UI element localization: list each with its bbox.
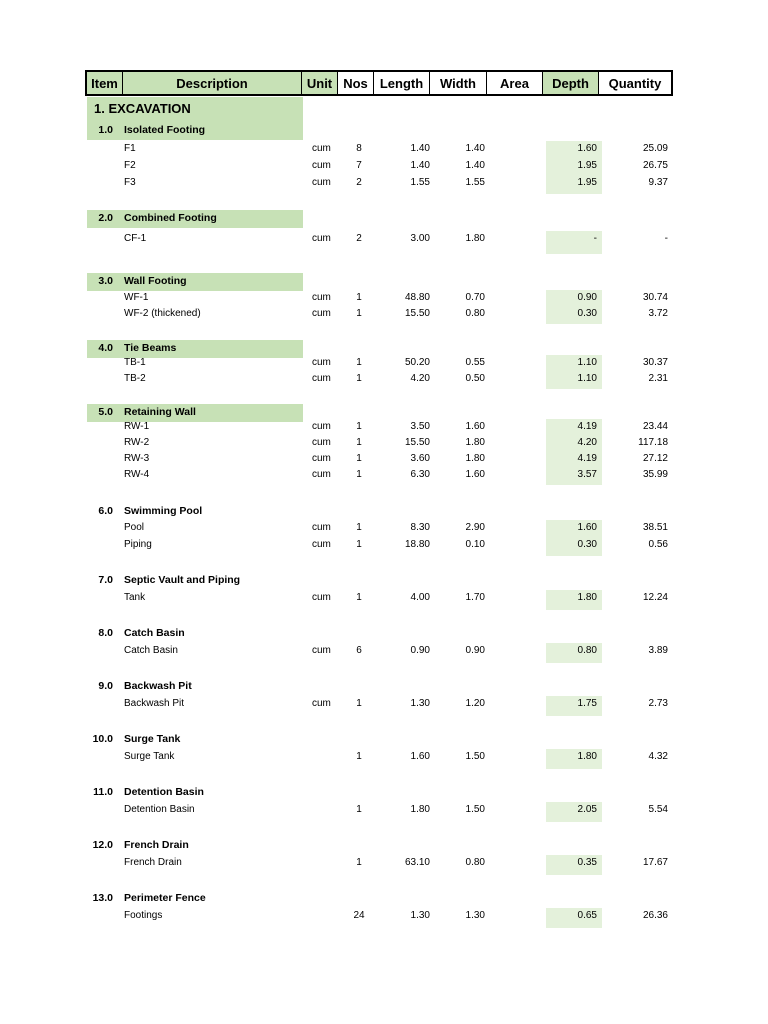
table-row <box>0 371 768 387</box>
cell-description: RW-4 <box>124 469 150 480</box>
cell-length: 3.50 <box>410 421 430 432</box>
group-number: 13.0 <box>92 892 113 904</box>
cell-quantity: 17.67 <box>642 857 668 868</box>
cell-width: 0.10 <box>465 539 485 550</box>
cell-depth: 1.60 <box>577 522 597 533</box>
table-row <box>0 419 768 435</box>
group-number: 10.0 <box>92 733 113 745</box>
col-header-depth: Depth <box>543 72 599 94</box>
cell-nos: 1 <box>356 437 362 448</box>
group-number: 5.0 <box>98 406 113 418</box>
cell-length: 1.40 <box>410 143 430 154</box>
cell-quantity: 4.32 <box>648 751 668 762</box>
cell-depth: 1.75 <box>577 698 597 709</box>
cell-depth: 0.35 <box>577 857 597 868</box>
cell-width: 0.50 <box>465 373 485 384</box>
cell-nos: 1 <box>356 857 362 868</box>
cell-length: 48.80 <box>404 292 430 303</box>
cell-nos: 1 <box>356 698 362 709</box>
cell-quantity: 30.74 <box>642 292 668 303</box>
cell-unit: cum <box>312 522 331 533</box>
cell-description: Detention Basin <box>124 804 195 815</box>
cell-description: RW-2 <box>124 437 150 448</box>
col-header-item: Item <box>87 72 123 94</box>
cell-quantity: 27.12 <box>642 453 668 464</box>
cell-unit: cum <box>312 645 331 656</box>
group-number: 8.0 <box>98 627 113 639</box>
cell-length: 8.30 <box>410 522 430 533</box>
cell-description: CF-1 <box>124 233 147 244</box>
table-row <box>0 306 768 322</box>
cell-width: 1.30 <box>465 910 485 921</box>
group-number: 7.0 <box>98 574 113 586</box>
table-row <box>0 231 768 247</box>
cell-depth: 0.30 <box>577 308 597 319</box>
cell-depth: 1.80 <box>577 751 597 762</box>
col-header-unit: Unit <box>302 72 338 94</box>
cell-unit: cum <box>312 421 331 432</box>
cell-description: French Drain <box>124 857 182 868</box>
cell-depth: 2.05 <box>577 804 597 815</box>
group-name: Combined Footing <box>124 212 217 224</box>
group-number: 4.0 <box>98 342 113 354</box>
cell-width: 0.55 <box>465 357 485 368</box>
cell-depth: 1.10 <box>577 373 597 384</box>
cell-unit: cum <box>312 539 331 550</box>
cell-depth: 1.10 <box>577 357 597 368</box>
cell-description: F1 <box>124 143 136 154</box>
group-header-band <box>87 273 303 291</box>
cell-length: 6.30 <box>410 469 430 480</box>
cell-nos: 1 <box>356 421 362 432</box>
table-row <box>0 749 768 765</box>
cell-description: Surge Tank <box>124 751 175 762</box>
cell-depth: 0.80 <box>577 645 597 656</box>
group-number: 9.0 <box>98 680 113 692</box>
cell-length: 1.60 <box>410 751 430 762</box>
group-name: Isolated Footing <box>124 124 206 136</box>
group-name: Catch Basin <box>124 627 185 639</box>
group-number: 6.0 <box>98 505 113 517</box>
cell-quantity: 0.56 <box>648 539 668 550</box>
group-name: Swimming Pool <box>124 505 203 517</box>
cell-nos: 1 <box>356 453 362 464</box>
cell-width: 1.80 <box>465 437 485 448</box>
cell-quantity: 5.54 <box>648 804 668 815</box>
table-row <box>0 158 768 174</box>
cell-length: 0.90 <box>410 645 430 656</box>
cell-quantity: 2.31 <box>648 373 668 384</box>
cell-description: TB-1 <box>124 357 146 368</box>
group-name: Detention Basin <box>124 786 204 798</box>
cell-unit: cum <box>312 233 331 244</box>
cell-length: 1.30 <box>410 910 430 921</box>
cell-nos: 1 <box>356 592 362 603</box>
cell-width: 1.55 <box>465 177 485 188</box>
cell-quantity: 26.75 <box>642 160 668 171</box>
cell-length: 4.20 <box>410 373 430 384</box>
cell-quantity: 25.09 <box>642 143 668 154</box>
cell-description: Backwash Pit <box>124 698 185 709</box>
cell-unit: cum <box>312 308 331 319</box>
table-row <box>0 290 768 306</box>
cell-quantity: 35.99 <box>642 469 668 480</box>
cell-quantity: 38.51 <box>642 522 668 533</box>
cell-width: 0.70 <box>465 292 485 303</box>
table-row <box>0 520 768 536</box>
cell-width: 0.90 <box>465 645 485 656</box>
section-number: 1. <box>94 101 105 116</box>
cell-nos: 1 <box>356 804 362 815</box>
cell-width: 1.20 <box>465 698 485 709</box>
cell-nos: 1 <box>356 469 362 480</box>
cell-unit: cum <box>312 698 331 709</box>
col-header-nos: Nos <box>338 72 374 94</box>
table-row <box>0 696 768 712</box>
cell-nos: 1 <box>356 292 362 303</box>
cell-depth: 1.95 <box>577 177 597 188</box>
cell-quantity: 3.72 <box>648 308 668 319</box>
cell-length: 1.80 <box>410 804 430 815</box>
cell-width: 0.80 <box>465 308 485 319</box>
col-header-length: Length <box>374 72 430 94</box>
cell-quantity: 117.18 <box>638 437 668 448</box>
group-name: French Drain <box>124 839 189 851</box>
cell-width: 2.90 <box>465 522 485 533</box>
cell-nos: 1 <box>356 308 362 319</box>
cell-description: Footings <box>124 910 163 921</box>
cell-width: 1.40 <box>465 160 485 171</box>
cell-depth: - <box>593 233 597 244</box>
cell-nos: 1 <box>356 373 362 384</box>
cell-length: 1.55 <box>410 177 430 188</box>
cell-depth: 0.65 <box>577 910 597 921</box>
cell-width: 1.80 <box>465 453 485 464</box>
cell-width: 1.50 <box>465 751 485 762</box>
table-row <box>0 855 768 871</box>
cell-description: WF-1 <box>124 292 149 303</box>
table-row <box>0 802 768 818</box>
cell-description: Pool <box>124 522 145 533</box>
cell-quantity: 9.37 <box>648 177 668 188</box>
cell-quantity: 23.44 <box>642 421 668 432</box>
cell-length: 15.50 <box>404 308 430 319</box>
cell-nos: 1 <box>356 522 362 533</box>
group-name: Tie Beams <box>124 342 177 354</box>
cell-length: 63.10 <box>404 857 430 868</box>
cell-depth: 1.95 <box>577 160 597 171</box>
cell-unit: cum <box>312 592 331 603</box>
table-row <box>0 435 768 451</box>
table-row <box>0 355 768 371</box>
cell-width: 1.80 <box>465 233 485 244</box>
cell-unit: cum <box>312 453 331 464</box>
cell-description: Piping <box>124 539 152 550</box>
cell-nos: 2 <box>356 233 362 244</box>
group-number: 3.0 <box>98 275 113 287</box>
col-header-description: Description <box>123 72 302 94</box>
table-row <box>0 643 768 659</box>
cell-depth: 4.19 <box>577 421 597 432</box>
group-name: Surge Tank <box>124 733 181 745</box>
cell-length: 1.40 <box>410 160 430 171</box>
cell-length: 4.00 <box>410 592 430 603</box>
cell-quantity: 30.37 <box>642 357 668 368</box>
group-name: Septic Vault and Piping <box>124 574 241 586</box>
cell-nos: 24 <box>353 910 365 921</box>
cell-description: F2 <box>124 160 136 171</box>
cell-unit: cum <box>312 292 331 303</box>
table-row <box>0 451 768 467</box>
cell-unit: cum <box>312 143 331 154</box>
cell-depth: 4.20 <box>577 437 597 448</box>
cell-quantity: 26.36 <box>642 910 668 921</box>
group-name: Retaining Wall <box>124 406 196 418</box>
cell-depth: 1.80 <box>577 592 597 603</box>
cell-depth: 1.60 <box>577 143 597 154</box>
cell-description: Tank <box>124 592 146 603</box>
cell-quantity: - <box>664 233 668 244</box>
cell-width: 1.50 <box>465 804 485 815</box>
cell-description: F3 <box>124 177 136 188</box>
cell-quantity: 2.73 <box>648 698 668 709</box>
cell-nos: 7 <box>356 160 362 171</box>
cell-description: WF-2 (thickened) <box>124 308 201 319</box>
group-number: 1.0 <box>98 124 113 136</box>
group-name: Perimeter Fence <box>124 892 206 904</box>
cell-unit: cum <box>312 437 331 448</box>
cell-depth: 3.57 <box>577 469 597 480</box>
table-row <box>0 141 768 157</box>
cell-nos: 6 <box>356 645 362 656</box>
cell-description: Catch Basin <box>124 645 178 656</box>
cell-unit: cum <box>312 357 331 368</box>
col-header-width: Width <box>430 72 487 94</box>
cell-length: 3.00 <box>410 233 430 244</box>
cell-width: 1.60 <box>465 421 485 432</box>
cell-depth: 0.90 <box>577 292 597 303</box>
group-name: Wall Footing <box>124 275 187 287</box>
table-row <box>0 175 768 191</box>
group-name: Backwash Pit <box>124 680 192 692</box>
cell-nos: 8 <box>356 143 362 154</box>
cell-unit: cum <box>312 160 331 171</box>
group-number: 11.0 <box>93 786 113 798</box>
cell-length: 15.50 <box>404 437 430 448</box>
col-header-area: Area <box>487 72 543 94</box>
table-header <box>85 70 673 96</box>
table-row <box>0 908 768 924</box>
cell-nos: 1 <box>356 539 362 550</box>
section-title <box>94 101 191 116</box>
group-number: 2.0 <box>98 212 113 224</box>
cell-nos: 1 <box>356 357 362 368</box>
table-row <box>0 467 768 483</box>
cell-unit: cum <box>312 469 331 480</box>
group-number: 12.0 <box>92 839 113 851</box>
cell-unit: cum <box>312 373 331 384</box>
cell-width: 1.60 <box>465 469 485 480</box>
cell-width: 1.40 <box>465 143 485 154</box>
cell-depth: 4.19 <box>577 453 597 464</box>
cell-length: 3.60 <box>410 453 430 464</box>
cell-length: 50.20 <box>404 357 430 368</box>
col-header-quantity: Quantity <box>608 75 662 91</box>
cell-unit: cum <box>312 177 331 188</box>
cell-length: 1.30 <box>410 698 430 709</box>
table-row <box>0 590 768 606</box>
cell-description: RW-1 <box>124 421 150 432</box>
cell-width: 0.80 <box>465 857 485 868</box>
cell-quantity: 12.24 <box>642 592 668 603</box>
cell-description: RW-3 <box>124 453 150 464</box>
cell-nos: 1 <box>356 751 362 762</box>
cell-length: 18.80 <box>404 539 430 550</box>
section-name: EXCAVATION <box>108 101 191 116</box>
cell-quantity: 3.89 <box>648 645 668 656</box>
cell-depth: 0.30 <box>577 539 597 550</box>
cell-description: TB-2 <box>124 373 146 384</box>
cell-nos: 2 <box>356 177 362 188</box>
cell-width: 1.70 <box>465 592 485 603</box>
table-row <box>0 537 768 553</box>
